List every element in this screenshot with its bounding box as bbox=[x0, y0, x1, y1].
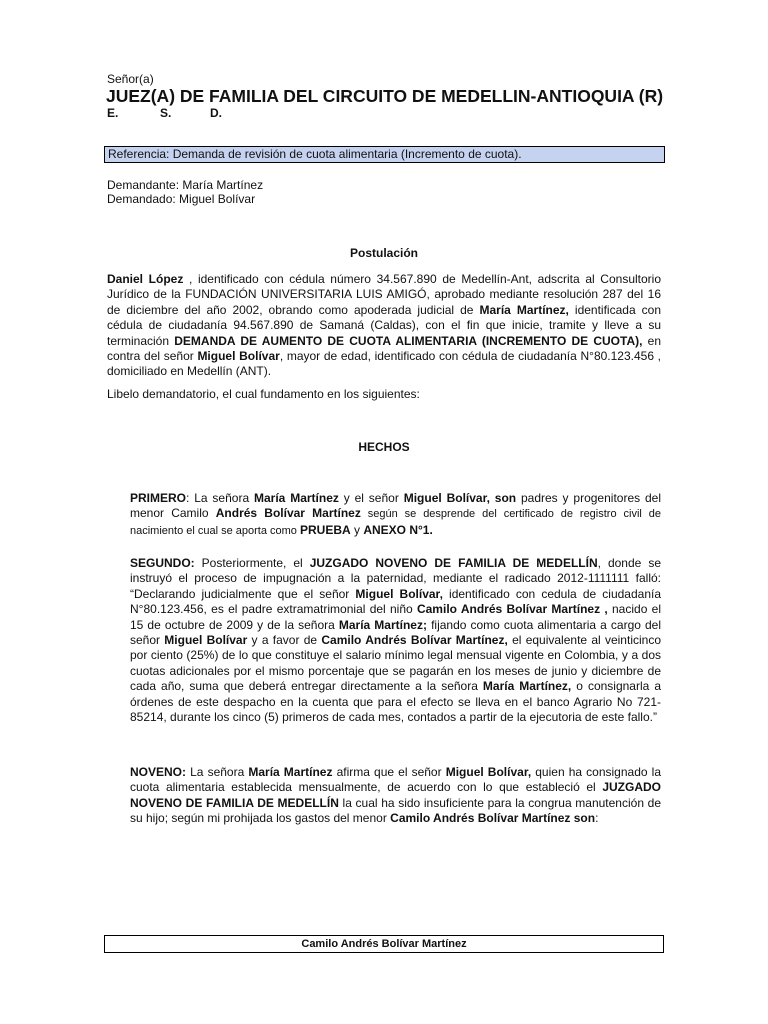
postulacion-paragraph bbox=[107, 272, 661, 380]
bold-span: María Martínez; bbox=[338, 617, 427, 632]
bold-span: Miguel Bolívar, bbox=[355, 586, 443, 601]
hecho-segundo bbox=[130, 556, 661, 725]
libelo-line: Libelo demandatorio, el cual fundamento en los siguientes: bbox=[107, 387, 420, 401]
bold-span: ANEXO N°1. bbox=[363, 522, 433, 537]
bold-span: PRUEBA bbox=[299, 522, 351, 537]
text-span: La señora bbox=[186, 765, 249, 779]
bold-span: María Martínez, bbox=[482, 679, 572, 694]
table-header-cell: Camilo Andrés Bolívar Martínez bbox=[104, 935, 664, 953]
defendant: Demandado: Miguel Bolívar bbox=[107, 192, 256, 206]
bold-span: Miguel Bolívar, son bbox=[403, 491, 517, 505]
text-span: en contra del señor bbox=[107, 333, 661, 364]
postulacion-heading: Postulación bbox=[349, 246, 418, 260]
text-span: y a favor de bbox=[247, 633, 322, 648]
hecho-noveno bbox=[130, 765, 661, 827]
bold-span: JUZGADO NOVENO DE FAMILIA DE MEDELLÍN bbox=[309, 556, 598, 570]
bold-span: Camilo Andrés Bolívar Martínez , bbox=[416, 602, 608, 617]
attorney-name: Daniel López bbox=[107, 272, 184, 286]
bold-span: María Martínez bbox=[248, 765, 333, 779]
bold-span: María Martínez bbox=[253, 491, 339, 505]
text-span: identificada con cédula de ciudadanía 94.567.890 de Samaná (Caldas), con el fin que inicie, tramite y lleve a su terminación bbox=[107, 302, 661, 348]
bold-span: Miguel Bolívar bbox=[164, 633, 248, 648]
text-span: Posteriormente, el bbox=[194, 556, 310, 570]
text-span: : bbox=[595, 811, 599, 826]
hecho-primero bbox=[130, 491, 661, 539]
text-span: identificado con cedula de ciudadanía N°80.123.456, es el padre extramatrimonial del niño bbox=[130, 586, 662, 617]
text-span: padres y progenitores del menor Camilo bbox=[130, 491, 661, 521]
hecho-label: NOVENO: bbox=[130, 765, 187, 779]
text-span: : La señora bbox=[186, 491, 254, 505]
text-span: , donde se instruyó el proceso de impugnación a la paternidad, mediante el radicado 2012-1111111 falló: “Declarando judicialmente que el señor bbox=[130, 556, 662, 601]
client-name: María Martínez, bbox=[479, 302, 569, 317]
court-title: JUEZ(A) DE FAMILIA DEL CIRCUITO DE MEDELLIN-ANTIOQUIA (R) bbox=[106, 86, 664, 106]
esd-e: E. bbox=[107, 106, 119, 120]
text-span: quien ha consignado la cuota alimentaria establecida mensualmente, de acuerdo con lo que estableció el bbox=[130, 765, 661, 795]
hechos-heading: HECHOS bbox=[358, 440, 410, 454]
text-span: el equivalente al veinticinco por ciento (25%) de lo que constituye el salario mínimo legal mensual vigente en Colombia, y a dos cuotas adicionales por el mismo porcentaje que se pagarán en los meses de junio y diciembre de cada año, suma que deberá entregar directamente a la señora bbox=[130, 633, 661, 694]
esd-s: S. bbox=[160, 106, 172, 120]
reference-box: Referencia: Demanda de revisión de cuota alimentaria (Incremento de cuota). bbox=[104, 146, 665, 163]
text-span: la cual ha sido insuficiente para la congrua manutención de su hijo; según mi prohijada los gastos del menor bbox=[130, 795, 662, 826]
text-span: , mayor de edad, identificado con cédula de ciudadanía N°80.123.456 , domiciliado en Medellín (ANT). bbox=[107, 349, 662, 379]
bold-span: Camilo Andrés Bolívar Martínez, bbox=[321, 633, 508, 648]
text-span: y el señor bbox=[338, 491, 404, 505]
text-span: , identificado con cédula número 34.567.890 de Medellín-Ant, adscrita al Consultorio Jurídico de la FUNDACIÓN UNIVERSITARIA LUIS AMIGÓ, aprobado mediante resolución 287 del 16 de diciembre del año 2002, obrando como apoderada judicial de bbox=[107, 272, 661, 317]
hecho-label: SEGUNDO: bbox=[130, 556, 195, 570]
plaintiff: Demandante: María Martínez bbox=[107, 178, 264, 192]
text-span: según se desprende del certificado de registro civil de nacimiento el cual se aporta como bbox=[130, 508, 661, 537]
text-span: afirma que el señor bbox=[332, 765, 446, 779]
esd-d: D. bbox=[210, 106, 222, 120]
text-span: y bbox=[350, 522, 364, 537]
bold-span: Camilo Andrés Bolívar Martínez son bbox=[390, 811, 596, 826]
bold-span: Andrés Bolívar Martínez bbox=[215, 506, 361, 521]
bold-span: JUZGADO NOVENO DE FAMILIA DE MEDELLÍN bbox=[130, 780, 661, 810]
bold-span: Miguel Bolívar, bbox=[445, 765, 532, 779]
salutation: Señor(a) bbox=[107, 72, 154, 86]
hecho-label: PRIMERO bbox=[130, 491, 187, 505]
text-span: fijando como cuota alimentaria a cargo del señor bbox=[130, 617, 662, 648]
demand-type: DEMANDA DE AUMENTO DE CUOTA ALIMENTARIA (INCREMENTO DE CUOTA), bbox=[174, 333, 643, 348]
text-span: nacido el 15 de octubre de 2009 y de la señora bbox=[130, 602, 661, 632]
defendant-name: Miguel Bolívar bbox=[197, 349, 280, 364]
text-span: o consignarla a órdenes de este despacho en la cuenta que para el efecto se lleva en el banco Agrario No 721-85214, durante los cinco (5) primeros de cada mes, contados a partir de la ejecutoria de este fallo.” bbox=[130, 679, 661, 725]
